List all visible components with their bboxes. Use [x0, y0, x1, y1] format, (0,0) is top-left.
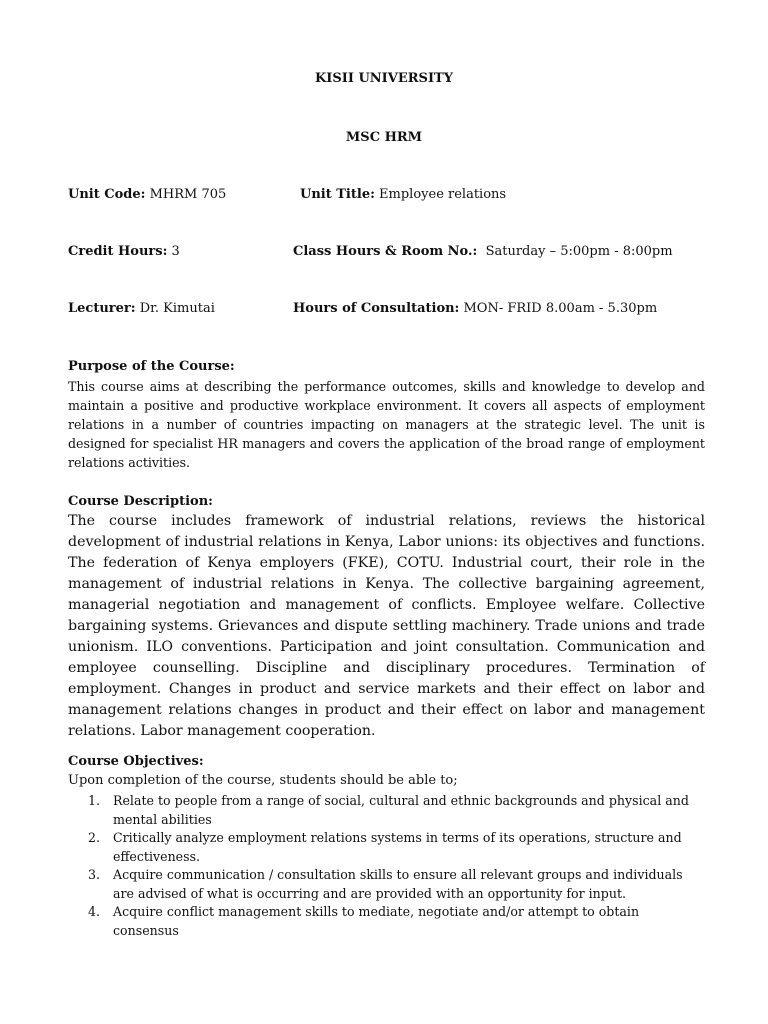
list-item: 3. Acquire communication / consultation skills to ensure all relevant groups and individuals are advised of what is occurring and are provided with an opportunity for input. — [88, 867, 683, 901]
consultation-hours: Hours of Consultation: MON- FRID 8.00am - 5.30pm — [293, 301, 658, 316]
list-item: 4. Acquire conflict management skills to mediate, negotiate and/or attempt to obtain consensus — [88, 904, 640, 938]
unit-title: Unit Title: Employee relations — [300, 187, 507, 202]
program-title: MSC HRM — [345, 130, 423, 145]
purpose-heading: Purpose of the Course: — [68, 359, 235, 374]
description-heading: Course Description: — [68, 494, 213, 509]
lecturer: Lecturer: Dr. Kimutai — [68, 301, 215, 316]
objectives-list — [68, 792, 698, 940]
class-hours: Class Hours & Room No.: Saturday – 5:00pm - 8:00pm — [293, 244, 673, 259]
unit-code: Unit Code: MHRM 705 — [68, 187, 227, 202]
list-item: 1. Relate to people from a range of social, cultural and ethnic backgrounds and physical and mental abilities — [88, 793, 689, 827]
description-text: The course includes framework of industrial relations, reviews the historical development of industrial relations in Kenya, Labor unions: its objectives and functions. The federation of Kenya employers (FKE), COTU. Industrial court, their role in the management of industrial relations in Kenya. The collective bargaining agreement, managerial negotiation and management of conflicts. Employee welfare. Collective bargaining systems. Grievances and dispute settling machinery. Trade unions and trade unionism. ILO conventions. Participation and joint consultation. Communication and employee counselling. Discipline and disciplinary procedures. Termination of employment. Changes in product and service markets and their effect on labor and management relations changes in product and their effect on labor and management relations. Labor management cooperation. — [68, 513, 705, 739]
objectives-heading: Course Objectives: — [68, 754, 204, 769]
university-title: KISII UNIVERSITY — [315, 71, 453, 86]
credit-hours: Credit Hours: 3 — [68, 244, 180, 259]
list-item: 2. Critically analyze employment relations systems in terms of its operations, structure and effectiveness. — [88, 830, 682, 864]
purpose-text: This course aims at describing the performance outcomes, skills and knowledge to develop and maintain a positive and productive workplace environment. It covers all aspects of employment relations in a number of countries impacting on managers at the strategic level. The unit is designed for specialist HR managers and covers the application of the broad range of employment relations activities. — [68, 379, 705, 470]
objectives-intro: Upon completion of the course, students should be able to; — [68, 773, 458, 788]
